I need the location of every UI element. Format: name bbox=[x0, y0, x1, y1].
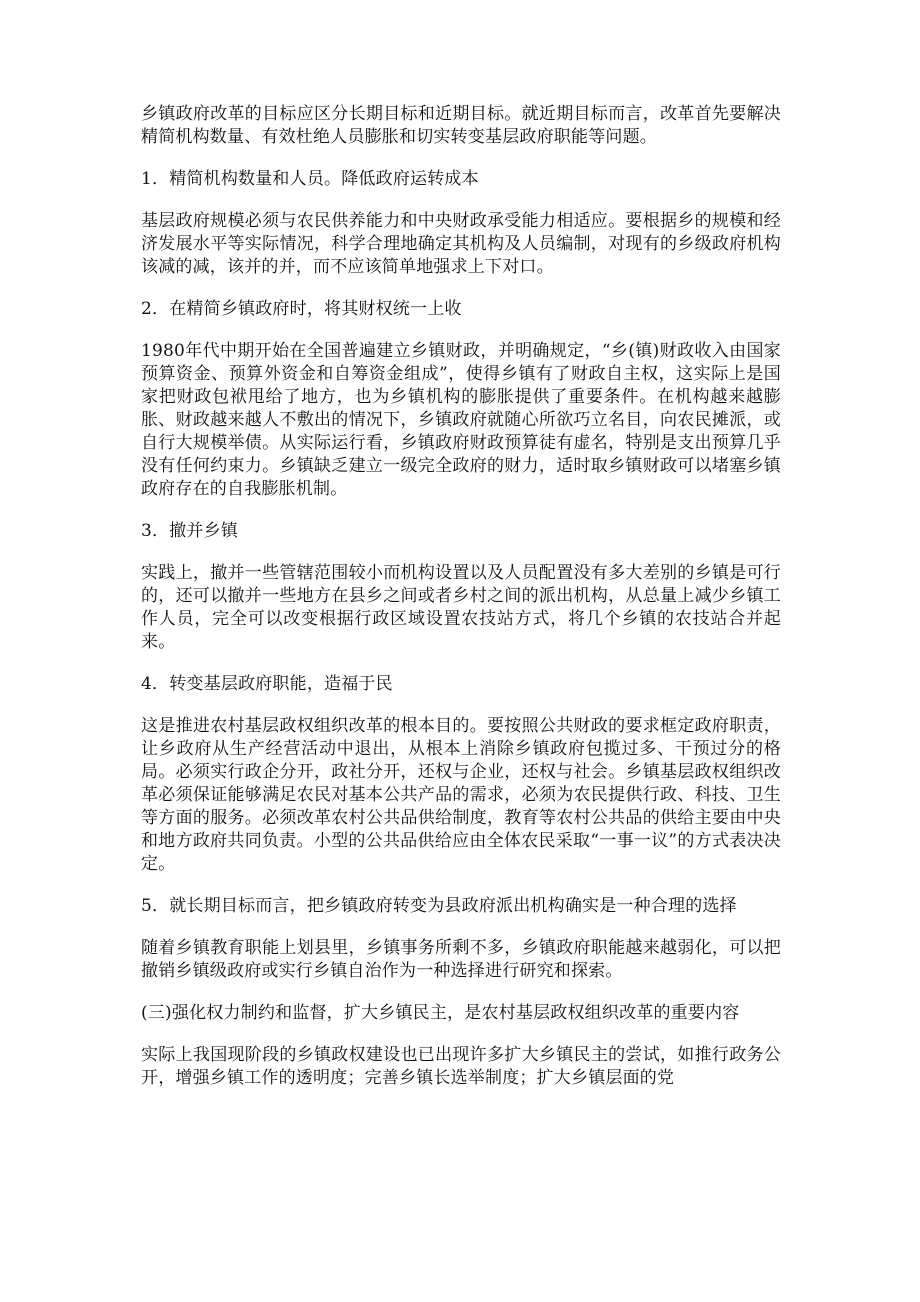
section-heading-4: 4．转变基层政府职能，造福于民 bbox=[141, 674, 393, 694]
paragraph-intro: 乡镇政府改革的目标应区分长期目标和近期目标。就近期目标而言，改革首先要解决精简机构数量、有效杜绝人员膨胀和切实转变基层政府职能等问题。 bbox=[141, 104, 781, 147]
section-heading-3-main: (三)强化权力制约和监督，扩大乡镇民主，是农村基层政权组织改革的重要内容 bbox=[141, 1003, 740, 1023]
section-heading-3: 3．撤并乡镇 bbox=[141, 521, 239, 541]
paragraph-1: 基层政府规模必须与农民供养能力和中央财政承受能力相适应。要根据乡的规模和经济发展水平等实际情况，科学合理地确定其机构及人员编制，对现有的乡级政府机构该减的减，该并的并，而不应该简单地强求上下对口。 bbox=[141, 211, 781, 277]
section-heading-2: 2．在精简乡镇政府时，将其财权统一上收 bbox=[141, 299, 462, 319]
section-heading-5: 5．就长期目标而言，把乡镇政府转变为县政府派出机构确实是一种合理的选择 bbox=[141, 896, 737, 916]
paragraph-2: 1980年代中期开始在全国普遍建立乡镇财政，并明确规定，“乡(镇)财政收入由国家预算资金、预算外资金和自筹资金组成”，使得乡镇有了财政自主权，这实际上是国家把财政包袱甩给了地方，也为乡镇机构的膨胀提供了重要条件。在机构越来越膨胀、财政越来越人不敷出的情况下，乡镇政府就随心所欲巧立名目，向农民摊派，或自行大规模举债。从实际运行看，乡镇政府财政预算徒有虚名，特别是支出预算几乎没有任何约束力。乡镇缺乏建立一级完全政府的财力，适时取乡镇财政可以堵塞乡镇政府存在的自我膨胀机制。 bbox=[141, 341, 781, 499]
paragraph-6: 实际上我国现阶段的乡镇政权建设也已出现许多扩大乡镇民主的尝试，如推行政务公开，增强乡镇工作的透明度；完善乡镇长选举制度；扩大乡镇层面的党 bbox=[141, 1045, 781, 1088]
paragraph-3: 实践上，撤并一些管辖范围较小而机构设置以及人员配置没有多大差别的乡镇是可行的，还可以撤并一些地方在县乡之间或者乡村之间的派出机构，从总量上减少乡镇工作人员，完全可以改变根据行政区域设置农技站方式，将几个乡镇的农技站合并起来。 bbox=[141, 563, 781, 652]
paragraph-5: 随着乡镇教育职能上划县里，乡镇事务所剩不多，乡镇政府职能越来越弱化，可以把撤销乡镇级政府或实行乡镇自治作为一种选择进行研究和探索。 bbox=[141, 938, 781, 981]
paragraph-4: 这是推进农村基层政权组织改革的根本目的。要按照公共财政的要求框定政府职责，让乡政府从生产经营活动中退出，从根本上消除乡镇政府包揽过多、干预过分的格局。必须实行政企分开，政社分开，还权与企业，还权与社会。乡镇基层政权组织改革必须保证能够满足农民对基本公共产品的需求，必须为农民提供行政、科技、卫生等方面的服务。必须改革农村公共品供给制度，教育等农村公共品的供给主要由中央和地方政府共同负责。小型的公共品供给应由全体农民采取“一事一议”的方式表决决定。 bbox=[141, 716, 781, 874]
document-body bbox=[141, 103, 781, 1109]
section-heading-1: 1．精简机构数量和人员。降低政府运转成本 bbox=[141, 169, 479, 189]
